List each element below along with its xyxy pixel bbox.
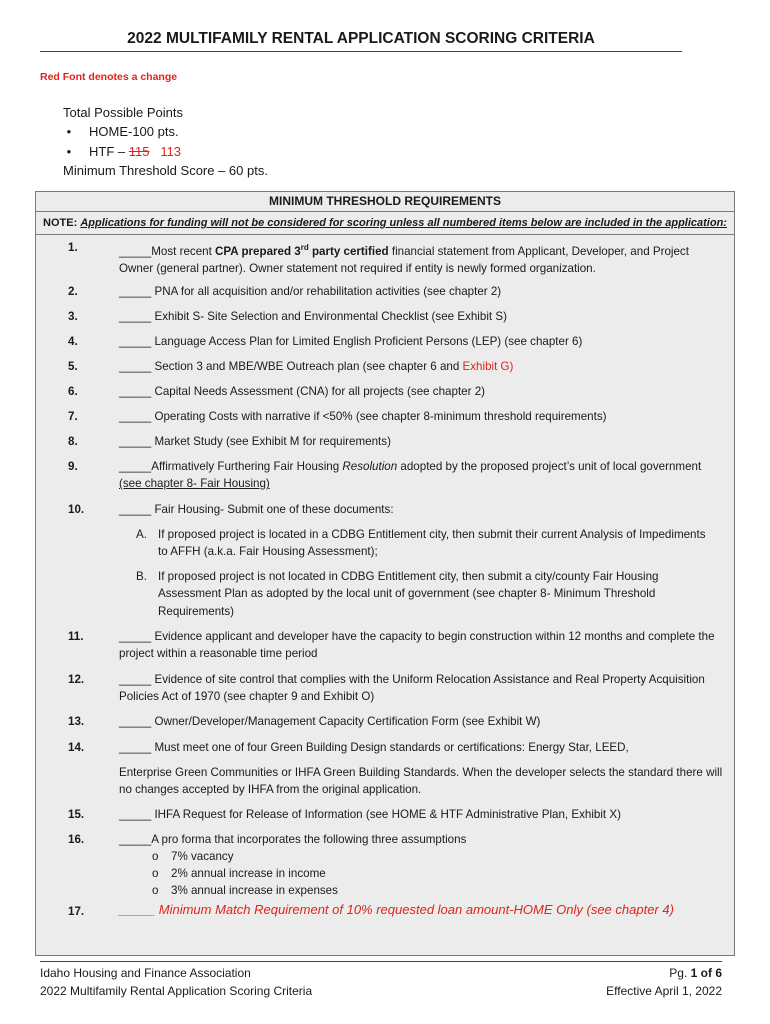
footer-org: Idaho Housing and Finance Association [40,966,251,980]
bullet-icon: • [63,124,72,140]
red-font-note: Red Font denotes a change [40,71,178,83]
htf-points: • HTF – 115 113 [63,142,268,161]
circle-bullet-icon: o [152,850,159,863]
page-footer [40,961,722,998]
htf-new-value: 113 [160,143,182,159]
footer-doc-title: 2022 Multifamily Rental Application Scoring Criteria [40,984,313,998]
circle-bullet-icon: o [152,867,159,880]
home-points: • HOME-100 pts. [63,122,268,141]
assumption-item: o 7% vacancy [152,848,234,865]
sub-item-b: B. If proposed project is not located in CDBG Entitlement city, then submit a city/county Fair Housing Assessment Plan as adopted by the local unit of government (see chapter 8- Minimum Threshold Requirements) [136,570,659,618]
box-heading: MINIMUM THRESHOLD REQUIREMENTS [36,192,734,212]
sub-item-a: A. If proposed project is located in a CDBG Entitlement city, then submit their current Analysis of Impediments to AFFH (a.k.a. Fair Housing Assessment); [136,528,706,559]
effective-date: Effective April 1, 2022 [606,984,722,998]
circle-bullet-icon: o [152,884,159,897]
page-number: Pg. 1 of 6 [669,966,722,980]
total-points-block [63,103,268,180]
htf-old-value: 115 [128,143,150,159]
assumption-item: o 2% annual increase in income [152,865,326,882]
bullet-icon: • [63,143,72,159]
points-heading: Total Possible Points [63,105,183,120]
document-title: 2022 MULTIFAMILY RENTAL APPLICATION SCORING CRITERIA [40,30,682,52]
box-note: NOTE: Applications for funding will not be considered for scoring unless all numbered items below are included in the application: [36,212,734,235]
assumption-item: o 3% annual increase in expenses [152,882,338,899]
threshold-requirements-box: MINIMUM THRESHOLD REQUIREMENTS NOTE: Applications for funding will not be considered for scoring unless all numbered items below are included in the application: 1. _____Most recent CPA prepared 3rd party certified financial statement from Applicant, Developer, and Project Owner (general partner). Owner statement not required if entity is newly formed organization. 2. _____ PNA for all acquisition and/or rehabilitation activities (see chapter 2) 3. _____ Exhibit S- Site Selection and Environmental Checklist (see Exhibit S) 4. _____ Language Access Plan for Limited English Proficient Persons (LEP) (see chapter 6) 5. _____ Section 3 and MBE/WBE Outreach plan (see chapter 6 and Exhibit G) 6. _____ Capital Needs Assessment (CNA) for all projects (see chapter 2) 7. _____ Operating Costs with narrative if <50% (see chapter 8-minimum threshold requirements) 8. _____ Market Study (see Exhibit M for requirements) 9. _____Affirmatively Furthering Fair Housing Resolution adopted by the proposed project’s unit of local government (see chapter 8- Fair Housing) 10. _____ Fair Housing- Submit one of these documents: A. If proposed project is located in a CDBG Entitlement city, then submit their current Analysis of Impediments to AFFH (a.k.a. Fair Housing Assessment); B. If proposed project is not located in CDBG Entitlement city, then submit a city/county Fair Housing Assessment Plan as adopted by the local unit of government (see chapter 8- Minimum Threshold Requirements) 11. _____ Evidence applicant and developer have the capacity to begin construction within 12 months and complete the project within a reasonable time period 12. _____ Evidence of site control that complies with the Uniform Relocation Assistance and Real Property Acquisition Policies Act of 1970 (see chapter 9 and Exhibit O) 13. _____ Owner/Developer/Management Capacity Certification Form (see Exhibit W) 14. _____ Must meet one of four Green Building Design standards or certifications: Energy Star, LEED, Enterprise Green Communities or IHFA Green Building Standards. When the developer selects the standard there will no changes accepted by IHFA from the original application. 15. _____ IHFA Request for Release of Information (see HOME & HTF Administrative Plan, Exhibit X) 16. _____A pro forma that incorporates the following three assumptions o 7% vacancy o 2% annual increase in income o 3% annual increase in expenses 17. _____ Minimum Match Requirement of 10% requested loan amount-HOME Only (see chapter 4) [35,191,735,956]
min-threshold-score: Minimum Threshold Score – 60 pts. [63,162,268,178]
